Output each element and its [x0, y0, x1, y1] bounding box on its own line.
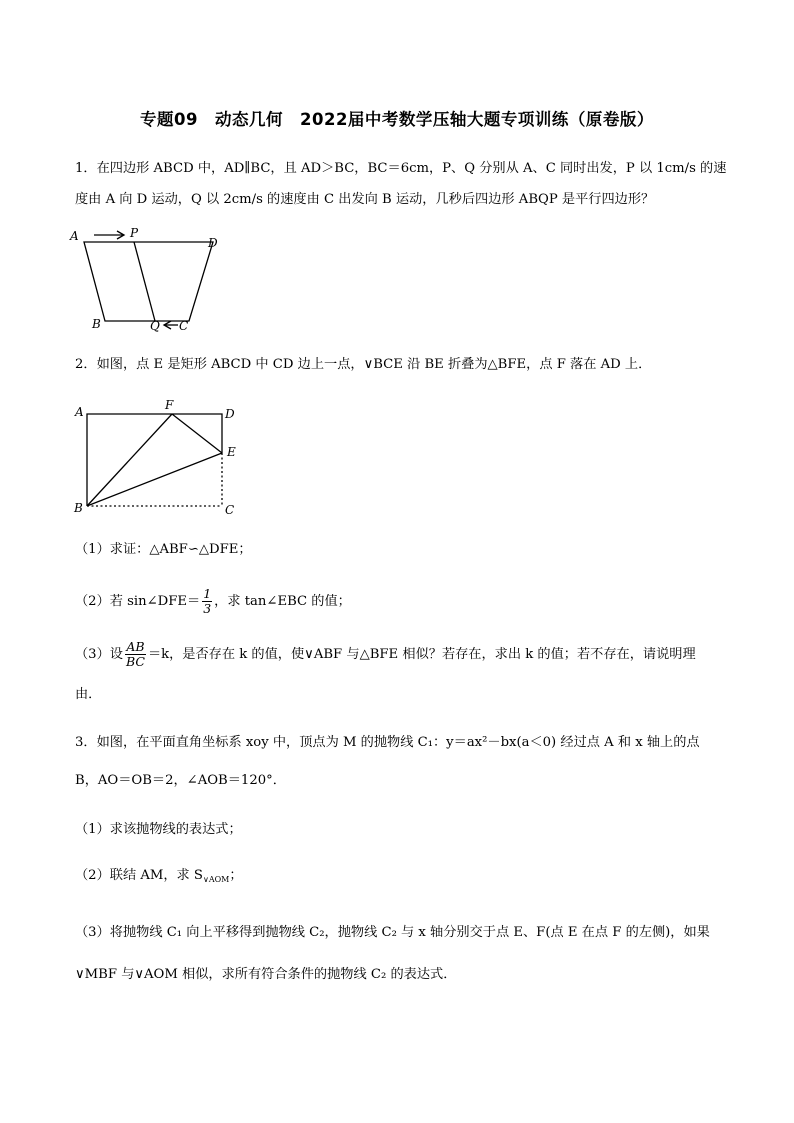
q1-label-q: Q: [150, 319, 160, 333]
q1-label-b: B: [92, 317, 101, 331]
q2-part-1: （1）求证：△ABF∽△DFE；: [75, 542, 252, 557]
page-title: 专题09 动态几何 2022届中考数学压轴大题专项训练（原卷版）: [140, 110, 654, 129]
q2-part-3: （3）设 $\frac{AB}{BC}$ ＝k，是否存在 k 的值，使∨ABF 与△BFE 相似？若存在，求出 k 的值；若不存在，请说明理: [75, 639, 696, 669]
fraction-one-third: $\frac{1}{3}$: [203, 586, 212, 616]
q3-line-1: 3．如图，在平面直角坐标系 xoy 中，顶点为 M 的抛物线 C₁：y＝ax²－bx(a＜0) 经过点 A 和 x 轴上的点: [75, 735, 700, 750]
q1-label-a: A: [70, 229, 79, 243]
q3-part-2: （2）联结 AM，求 $S_{\vee AOM}$；: [75, 868, 243, 884]
q2-part-2: （2）若 sin∠DFE＝ $\frac{1}{3}$ ，求 tan∠EBC 的值；: [75, 586, 351, 616]
fraction-ab-bc: $\frac{AB}{BC}$: [125, 639, 145, 669]
q1-label-d: D: [208, 236, 218, 250]
q2-label-c: C: [225, 503, 235, 517]
q2-label-b: B: [74, 501, 83, 515]
q2-part-3-line-2: 由．: [75, 687, 102, 702]
q3-line-2: B，AO＝OB＝2，∠AOB＝120°．: [75, 773, 286, 788]
q2-label-e: E: [227, 445, 236, 459]
q1-label-c: C: [179, 319, 189, 333]
q1-figure: [70, 224, 230, 334]
q2-label-f: F: [165, 398, 174, 412]
q2-figure: [70, 398, 250, 518]
q1-line-2: 度由 A 向 D 运动，Q 以 2cm/s 的速度由 C 出发向 B 运动，几秒后四边形 ABQP 是平行四边形？: [75, 192, 655, 207]
q1-trapezoid: [84, 231, 213, 329]
q3-part-3: （3）将抛物线 C₁ 向上平移得到抛物线 C₂，抛物线 C₂ 与 x 轴分别交于点 E、F(点 E 在点 F 的左侧)，如果: [75, 925, 710, 940]
q2-rectangle: [87, 414, 222, 506]
q2-stem: 2．如图，点 E 是矩形 ABCD 中 CD 边上一点，∨BCE 沿 BE 折叠为△BFE，点 F 落在 AD 上．: [75, 357, 652, 372]
q1-line-1: 1．在四边形 ABCD 中，AD∥BC，且 AD＞BC，BC＝6cm，P、Q 分别从 A、C 同时出发，P 以 1cm/s 的速: [75, 161, 727, 176]
q1-label-p: P: [130, 226, 139, 240]
q2-label-a: A: [75, 405, 84, 419]
q3-part-1: （1）求该抛物线的表达式；: [75, 822, 242, 837]
q2-label-d: D: [225, 407, 235, 421]
q3-part-3-line-2: ∨MBF 与∨AOM 相似，求所有符合条件的抛物线 C₂ 的表达式．: [75, 967, 457, 982]
